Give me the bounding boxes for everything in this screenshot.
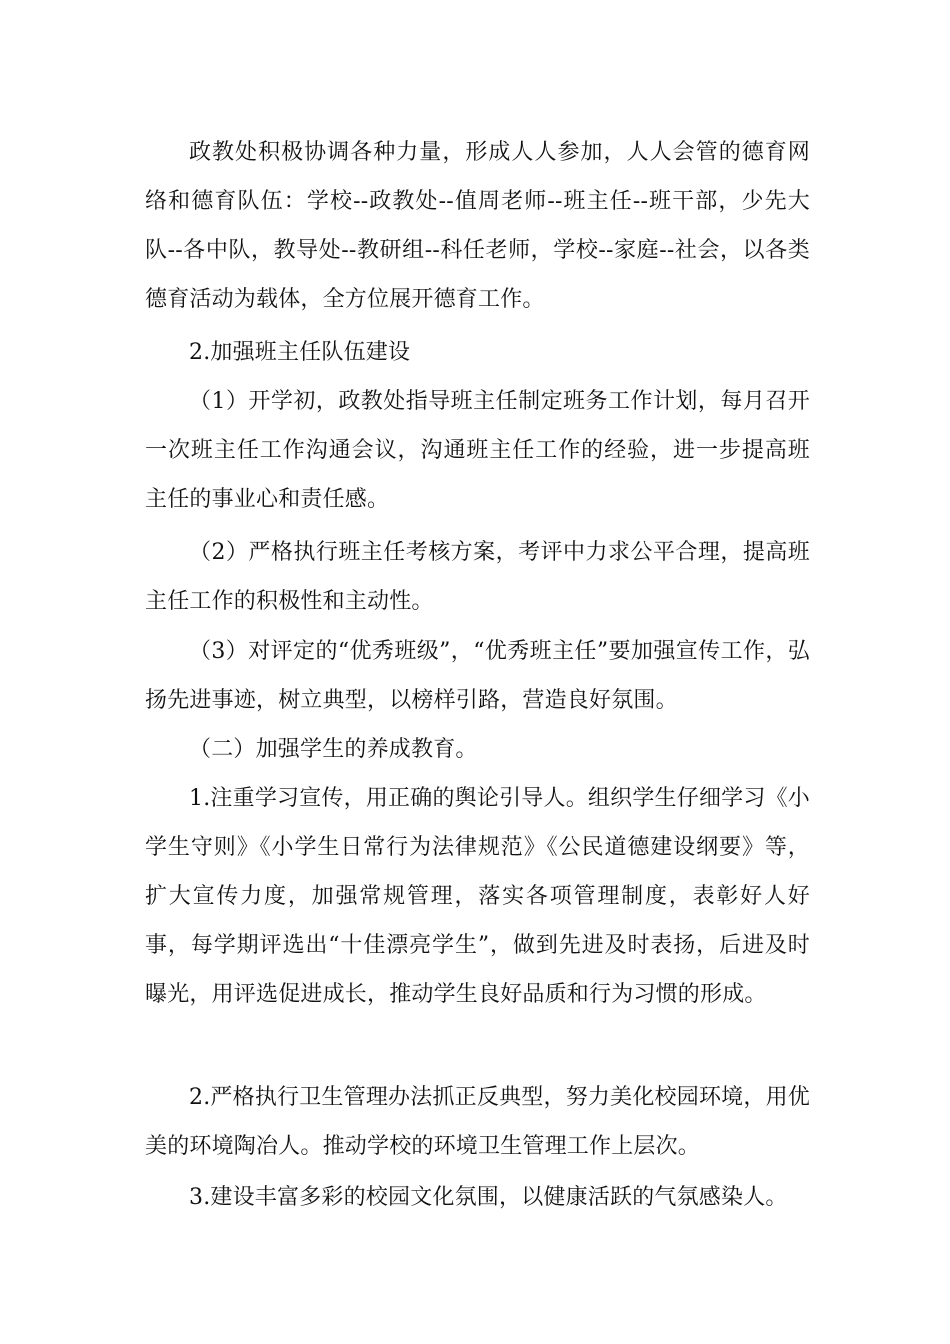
heading-habit-education: （二）加强学生的养成教育。 xyxy=(189,737,478,762)
paragraph-hygiene: 2.严格执行卫生管理办法抓正反典型，努力美化校园环境，用优美的环境陶冶人。推动学校的环境卫生管理工作上层次。 xyxy=(145,1085,810,1159)
paragraph-item-3: （3）对评定的“优秀班级”，“优秀班主任”要加强宣传工作，弘扬先进事迹，树立典型，以榜样引路，营造良好氛围。 xyxy=(145,639,810,713)
paragraph-item-1: （1）开学初，政教处指导班主任制定班务工作计划，每月召开一次班主任工作沟通会议，沟通班主任工作的经验，进一步提高班主任的事业心和责任感。 xyxy=(145,389,810,512)
heading-class-teacher-team: 2.加强班主任队伍建设 xyxy=(189,340,411,365)
paragraph-study-promotion: 1.注重学习宣传，用正确的舆论引导人。组织学生仔细学习《小学生守则》《小学生日常行为法律规范》《公民道德建设纲要》等，扩大宣传力度，加强常规管理，落实各项管理制度，表彰好人好事，每学期评选出“十佳漂亮学生”，做到先进及时表扬，后进及时曝光，用评选促进成长，推动学生良好品质和行为习惯的形成。 xyxy=(145,786,810,1007)
paragraph-moral-network: 政教处积极协调各种力量，形成人人参加，人人会管的德育网络和德育队伍：学校--政教处--值周老师--班主任--班干部，少先大队--各中队，教导处--教研组--科任老师，学校--家庭--社会，以各类德育活动为载体，全方位展开德育工作。 xyxy=(145,140,810,312)
paragraph-campus-culture: 3.建设丰富多彩的校园文化氛围，以健康活跃的气氛感染人。 xyxy=(189,1185,788,1210)
paragraph-item-2: （2）严格执行班主任考核方案，考评中力求公平合理，提高班主任工作的积极性和主动性。 xyxy=(145,540,810,614)
